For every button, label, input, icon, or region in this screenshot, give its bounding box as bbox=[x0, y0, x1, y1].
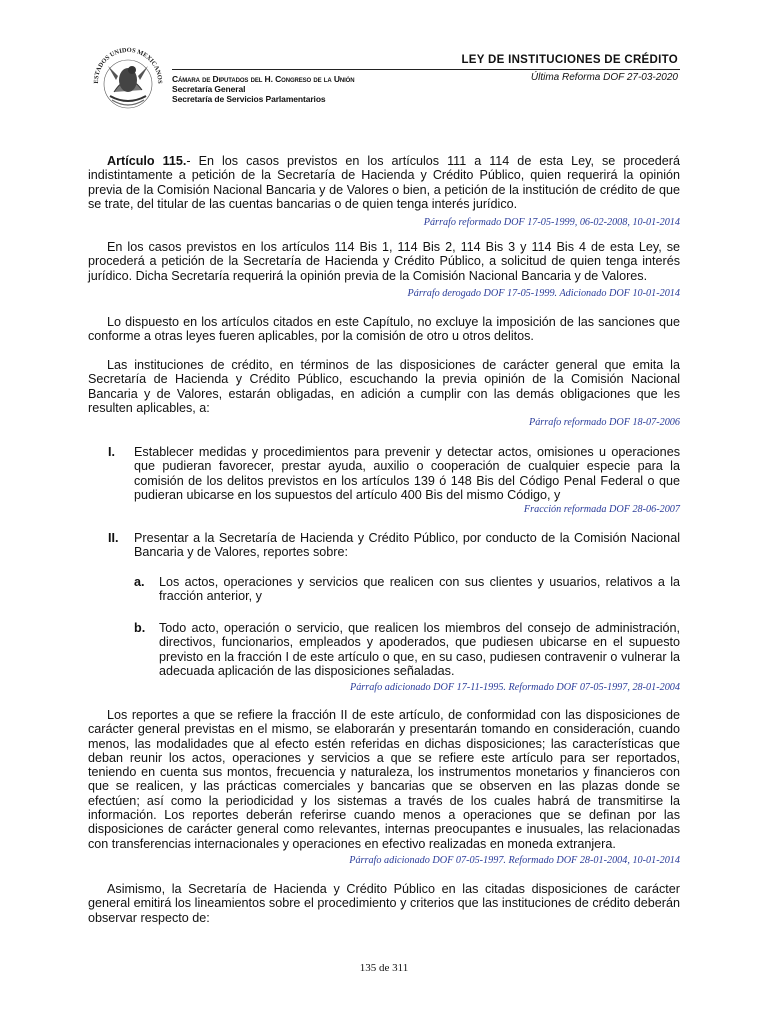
reform-note: Párrafo derogado DOF 17-05-1999. Adicionado DOF 10-01-2014 bbox=[407, 288, 680, 299]
subsection-a: a. Los actos, operaciones y servicios que realicen con sus clientes y usuarios, relativos a la fracción anterior, y bbox=[134, 575, 680, 604]
reform-note: Párrafo adicionado DOF 07-05-1997. Reformado DOF 28-01-2004, 10-01-2014 bbox=[349, 855, 680, 866]
paragraph-4: Las instituciones de crédito, en términos de las disposiciones de carácter general que emita la Secretaría de Hacienda y Crédito Público, escuchando la previa opinión de la Comisión Nacional Bancaria y de Valores, estarán obligadas, en adición a cumplir con las demás obligaciones que les resulten aplicables, a: bbox=[88, 358, 680, 415]
header-divider bbox=[172, 69, 680, 70]
reform-note: Párrafo reformado DOF 18-07-2006 bbox=[528, 417, 680, 428]
svg-text:ESTADOS UNIDOS MEXICANOS: ESTADOS UNIDOS MEXICANOS bbox=[92, 46, 164, 84]
reform-note: Párrafo reformado DOF 17-05-1999, 06-02-2008, 10-01-2014 bbox=[423, 217, 680, 228]
law-title: LEY DE INSTITUCIONES DE CRÉDITO bbox=[461, 54, 678, 66]
subsection-b: b. Todo acto, operación o servicio, que realicen los miembros del consejo de administración, directivos, funcionarios, empleados y apoderados, que pudiesen ubicarse en el supuesto previsto en la fracción I de este artículo o que, en su caso, pudiesen contravenir o vulnerar la adecuada aplicación de las disposiciones señaladas. bbox=[134, 621, 680, 678]
last-reform: Última Reforma DOF 27-03-2020 bbox=[530, 72, 678, 83]
page-number: 135 de 311 bbox=[359, 962, 409, 974]
paragraph-2: En los casos previstos en los artículos 114 Bis 1, 114 Bis 2, 114 Bis 3 y 114 Bis 4 de esta Ley, se procederá a petición de la Secretaría de Hacienda y Crédito Público, a solicitud de quien tenga interés jurídico. Dicha Secretaría requerirá la opinión previa de la Comisión Nacional Bancaria y de Valores. bbox=[88, 240, 680, 283]
secretaria-servicios: Secretaría de Servicios Parlamentarios bbox=[172, 94, 326, 104]
paragraph-5: Los reportes a que se refiere la fracción II de este artículo, de conformidad con las disposiciones de carácter general previstas en el mismo, se elaborarán y presentarán tomando en consideración, cuando menos, las modalidades que al efecto estén referidas en dichas disposiciones; las características que deban reunir los actos, operaciones y servicios a que se refiere este artículo para ser reportados, teniendo en cuenta sus montos, frecuencia y naturaleza, los instrumentos monetarios y financieros con que se realicen, y las prácticas comerciales y bancarias que se observen en las plazas donde se efectúen; así como la periodicidad y los sistemas a través de los cuales habrá de transmitirse la información. Los reportes deberán referirse cuando menos a operaciones que se definan por las disposiciones de carácter general como relevantes, internas preocupantes e inusuales, las relacionadas con transferencias internacionales y operaciones en efectivo realizadas en moneda extranjera. bbox=[88, 708, 680, 851]
fraction-ii: II. Presentar a la Secretaría de Hacienda y Crédito Público, por conducto de la Comisión Nacional Bancaria y de Valores, reportes sobre: bbox=[108, 531, 680, 560]
article-115-paragraph-1: Artículo 115.- En los casos previstos en los artículos 111 a 114 de esta Ley, se procederá indistintamente a petición de la Secretaría de Hacienda y Crédito Público, quien requerirá la opinión previa de la Comisión Nacional Bancaria y de Valores o bien, a petición de la institución de crédito de que se trate, del titular de las cuentas bancarias o de quien tenga interés jurídico. bbox=[88, 154, 680, 211]
reform-note: Fracción reformada DOF 28-06-2007 bbox=[523, 504, 680, 515]
chamber-name: Cámara de Diputados del H. Congreso de la Unión bbox=[172, 74, 355, 84]
reform-note: Párrafo adicionado DOF 17-11-1995. Reformado DOF 07-05-1997, 28-01-2004 bbox=[349, 682, 680, 693]
secretaria-general: Secretaría General bbox=[172, 84, 246, 94]
article-label: Artículo 115. bbox=[107, 154, 187, 168]
paragraph-3: Lo dispuesto en los artículos citados en este Capítulo, no excluye la imposición de las sanciones que conforme a otras leyes fueren aplicables, por la comisión de otro u otros delitos. bbox=[88, 315, 680, 344]
paragraph-6: Asimismo, la Secretaría de Hacienda y Crédito Público en las citadas disposiciones de carácter general emitirá los lineamientos sobre el procedimiento y criterios que las instituciones de crédito deberán observar respecto de: bbox=[88, 882, 680, 925]
header-issuer bbox=[172, 74, 354, 104]
mexico-coat-of-arms-icon bbox=[88, 40, 168, 120]
fraction-i: I. Establecer medidas y procedimientos para prevenir y detectar actos, omisiones u operaciones que pudieran favorecer, prestar ayuda, auxilio o cooperación de cualquier especie para la comisión de los delitos previstos en los artículos 139 ó 148 Bis del Código Penal Federal o que pudieran ubicarse en los supuestos del artículo 400 Bis del mismo Código, y bbox=[108, 445, 680, 502]
